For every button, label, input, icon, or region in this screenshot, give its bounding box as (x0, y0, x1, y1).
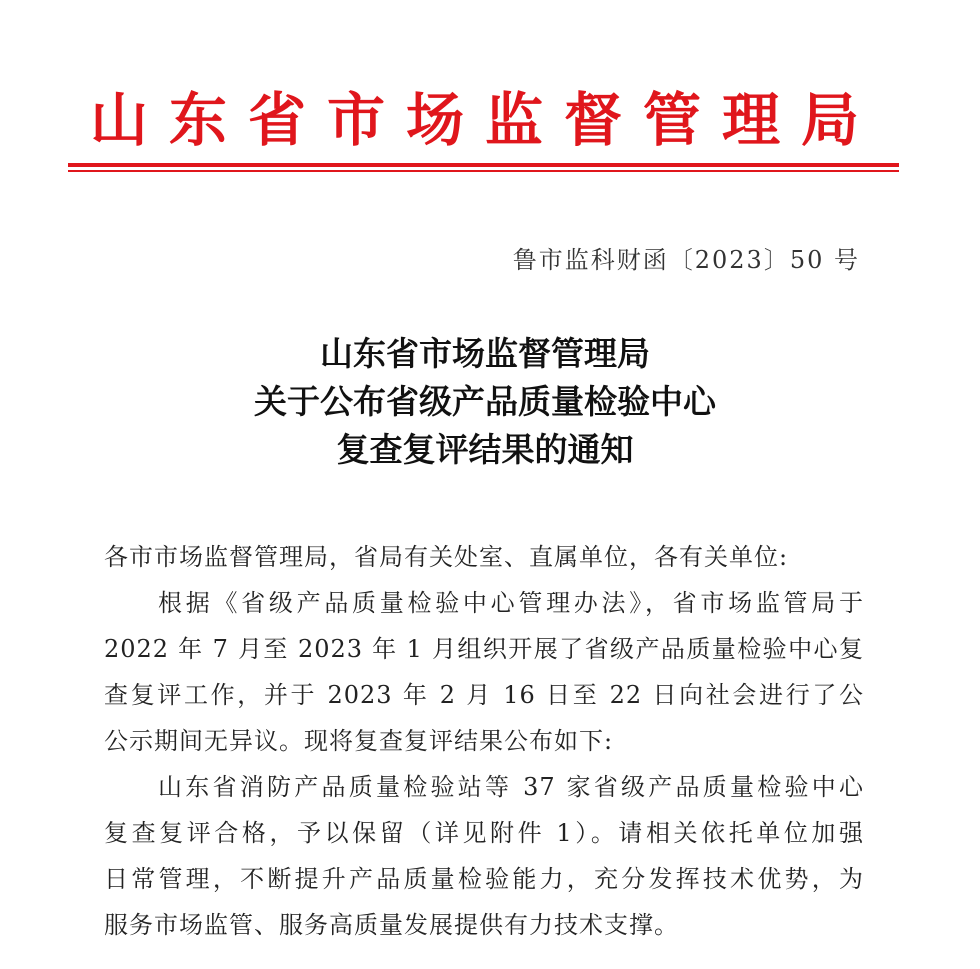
masthead-org-name: 山东省市场监督管理局 (89, 86, 880, 154)
paragraph-1 (104, 580, 864, 764)
paragraph-2 (104, 764, 864, 948)
masthead-rule-thin (68, 170, 899, 172)
salutation: 各市市场监督管理局，省局有关处室、直属单位，各有关单位: (104, 543, 789, 571)
document-number: 鲁市监科财函〔2023〕50 号 (512, 246, 860, 274)
paragraph-1-line-2: 2022 年 7 月至 2023 年 1 月组织开展了省级产品质量检验中心复 (104, 635, 864, 663)
paragraph-2-line-1: 山东省消防产品质量检验站等 37 家省级产品质量检验中心 (158, 773, 864, 801)
title-line-3: 复查复评结果的通知 (336, 430, 634, 469)
paragraph-2-line-2: 复查复评合格，予以保留（详见附件 1）。请相关依托单位加强 (104, 819, 864, 847)
document-title (70, 330, 900, 474)
paragraph-2-line-4: 服务市场监管、服务高质量发展提供有力技术支撑。 (104, 911, 679, 939)
document-body (104, 534, 864, 948)
paragraph-1-line-3: 查复评工作，并于 2023 年 2 月 16 日至 22 日向社会进行了公 (104, 681, 864, 709)
title-line-2: 关于公布省级产品质量检验中心 (254, 382, 716, 421)
paragraph-1-line-4: 公示期间无异议。现将复查复评结果公布如下: (104, 727, 614, 755)
title-line-1: 山东省市场监督管理局 (320, 334, 650, 373)
paragraph-1-line-1: 根据《省级产品质量检验中心管理办法》，省市场监管局于 (158, 589, 864, 617)
masthead-rule-thick (68, 163, 899, 167)
paragraph-2-line-3: 日常管理，不断提升产品质量检验能力，充分发挥技术优势，为 (104, 865, 864, 893)
